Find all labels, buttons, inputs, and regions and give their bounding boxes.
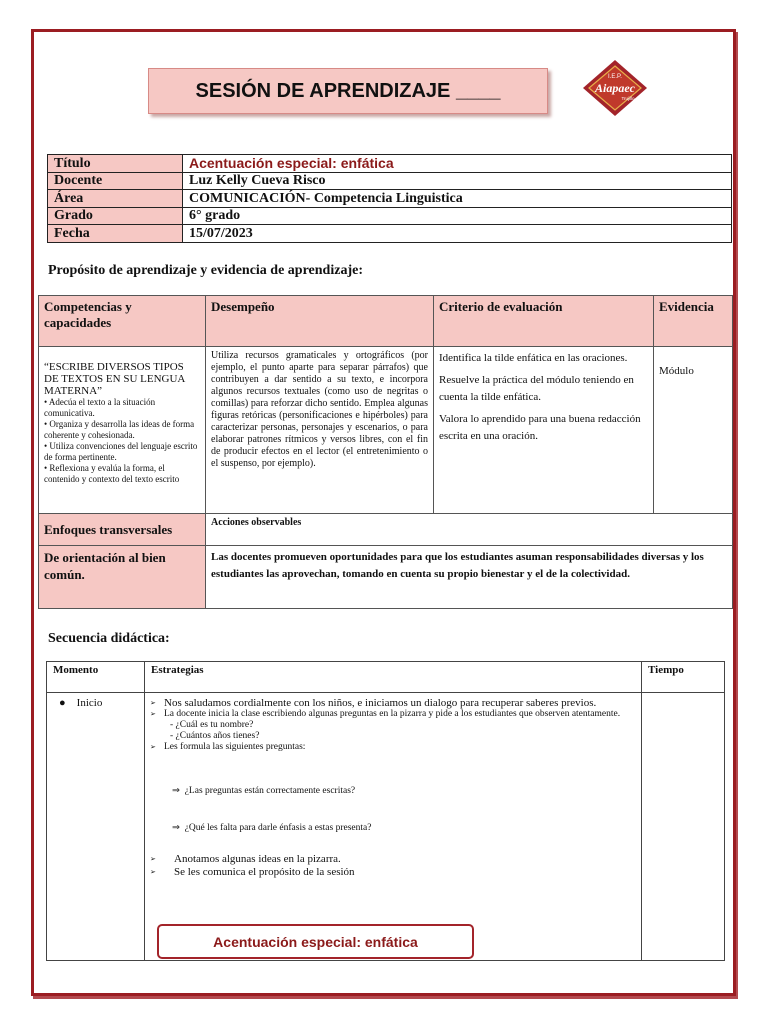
criterio-cell (434, 347, 654, 514)
topic-banner: Acentuación especial: enfática (157, 924, 474, 959)
arrow-icon: ⇒ (172, 786, 180, 796)
info-row-title (48, 155, 732, 173)
arrow-icon: ⇒ (172, 823, 180, 833)
strategy-item: ➢ Anotamos algunas ideas en la pizarra. (150, 853, 635, 866)
info-value-docente: Luz Kelly Cueva Risco (183, 172, 732, 190)
orientacion-row (39, 546, 733, 609)
secuencia-table (46, 661, 725, 961)
info-value-grado: 6° grado (183, 207, 732, 225)
info-value-title: Acentuación especial: enfática (183, 155, 732, 173)
capacidad-item: • Organiza y desarrolla las ideas de forma coherente y cohesionada. (44, 419, 195, 440)
secuencia-heading: Secuencia didáctica: (48, 631, 170, 646)
info-row-fecha (48, 225, 732, 243)
capacidad-item: • Reflexiona y evalúa la forma, el contenido y contexto del texto escrito (44, 463, 180, 484)
school-logo (581, 58, 649, 118)
strategy-list (150, 742, 635, 753)
logo-name-text: Aiapaec (595, 81, 635, 95)
info-value-fecha: 15/07/2023 (183, 225, 732, 243)
header-competencias: Competencias y capacidades (39, 296, 206, 347)
strategy-item: ➢ La docente inicia la clase escribiendo algunas preguntas en la pizarra y pide a los estudiantes que observen atentamente. (150, 709, 635, 720)
estrategias-cell (145, 693, 642, 961)
criterio-item: Resuelve la práctica del módulo teniendo en cuenta la tilde enfática. (439, 374, 634, 403)
orientacion-label: De orientación al bien común. (39, 546, 206, 609)
bullet-icon: ● (59, 697, 66, 709)
evidencia-cell: Módulo (654, 347, 733, 514)
info-label: Área (48, 190, 183, 208)
criterio-item: Valora lo aprendido para una buena redacción escrita en una oración. (439, 413, 641, 442)
header-momento: Momento (47, 662, 145, 693)
info-row-grado (48, 207, 732, 225)
acciones-label: Acciones observables (206, 514, 733, 546)
question-text: ¿Las preguntas están correctamente escritas? (184, 786, 356, 796)
purpose-heading: Propósito de aprendizaje y evidencia de aprendizaje: (48, 263, 363, 278)
question-line (150, 785, 635, 796)
secuencia-inicio-row (47, 693, 725, 961)
logo-top-text: I.E.P. (608, 74, 622, 80)
header-criterio: Criterio de evaluación (434, 296, 654, 347)
orientacion-text: Las docentes promueven oportunidades para que los estudiantes asuman responsabilidades diversas y los estudiantes las aprovechan, tomando en cuenta su propio bienestar y el de la colectividad. (206, 546, 733, 609)
enfoques-row (39, 514, 733, 546)
info-label: Docente (48, 172, 183, 190)
session-title: SESIÓN DE APRENDIZAJE ____ (195, 79, 501, 102)
strategy-list (150, 853, 635, 879)
competencias-header-row (39, 296, 733, 347)
header-tiempo: Tiempo (642, 662, 725, 693)
capacidad-item: • Adecúa el texto a la situación comunicativa. (44, 397, 156, 418)
info-row-docente (48, 172, 732, 190)
criterio-item: Identifica la tilde enfática en las oraciones. (439, 352, 628, 364)
info-row-area (48, 190, 732, 208)
info-label: Título (48, 155, 183, 173)
competencias-body-row (39, 347, 733, 514)
strategy-item: ➢ Se les comunica el propósito de la sesión (150, 866, 635, 879)
strategy-item: ➢ Les formula las siguientes preguntas: (150, 742, 635, 753)
info-value-area: COMUNICACIÓN- Competencia Linguistica (183, 190, 732, 208)
info-table (47, 154, 732, 243)
question-line (150, 822, 635, 833)
sub-question: - ¿Cuál es tu nombre? (170, 720, 254, 730)
info-label: Grado (48, 207, 183, 225)
competencias-table (38, 295, 733, 609)
logo-sub-text: Trujillo (621, 96, 635, 101)
strategy-list (150, 697, 635, 720)
desempeno-cell: Utiliza recursos gramaticales y ortográficos (por ejemplo, el punto aparte para separar párrafos) que contribuyen a dar sentido a su texto, e incorpora algunos recursos textuales (como uso de negritas o comillas) para reforzar dicho sentido. Emplea algunas figuras retóricas (personificaciones e hipérboles) para caracterizar personas, personajes y escenarios, o para elaborar patrones rítmicos y versos libres, con el fin de producir efectos en el lector (el entretenimiento o el suspenso, por ejemplo). (206, 347, 434, 514)
capacidad-item: • Utiliza convenciones del lenguaje escrito de forma pertinente. (44, 441, 198, 462)
header-estrategias: Estrategias (145, 662, 642, 693)
competencia-cell (39, 347, 206, 514)
strategy-item: ➢ Nos saludamos cordialmente con los niños, e iniciamos un dialogo para recuperar saberes previos. (150, 697, 635, 709)
tiempo-cell (642, 693, 725, 961)
header-desempeno: Desempeño (206, 296, 434, 347)
competencia-title: “ESCRIBE DIVERSOS TIPOS DE TEXTOS EN SU LENGUA MATERNA” (44, 361, 185, 397)
question-text: ¿Qué les falta para darle énfasis a estas presenta? (184, 823, 372, 833)
momento-label: Inicio (76, 697, 103, 709)
enfoques-label: Enfoques transversales (39, 514, 206, 546)
session-title-box (148, 68, 548, 114)
info-label: Fecha (48, 225, 183, 243)
header-evidencia: Evidencia (654, 296, 733, 347)
secuencia-header-row (47, 662, 725, 693)
momento-cell (47, 693, 145, 961)
sub-question: - ¿Cuántos años tienes? (170, 731, 260, 741)
